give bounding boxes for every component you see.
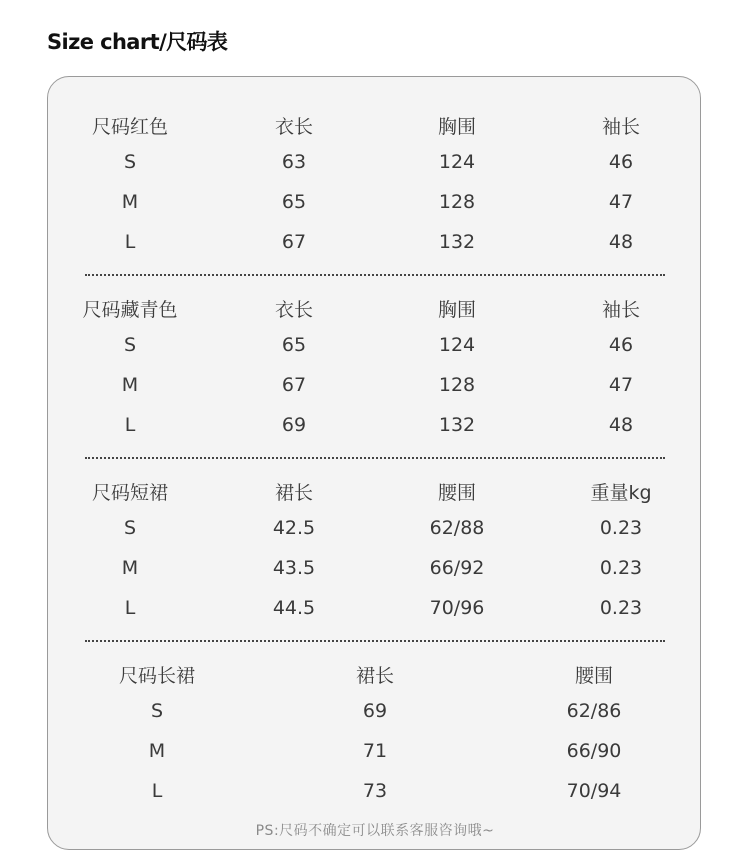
header-waist: 腰围 bbox=[574, 665, 613, 687]
waist-cell: 70/96 bbox=[429, 597, 485, 619]
header-weight: 重量kg bbox=[590, 482, 652, 504]
table-header-row bbox=[48, 114, 702, 140]
table-header-row bbox=[48, 480, 702, 506]
size-cell: M bbox=[121, 374, 139, 396]
sleeve-cell: 47 bbox=[608, 374, 634, 396]
header-length: 衣长 bbox=[274, 299, 313, 321]
header-skirt-length: 裙长 bbox=[274, 482, 313, 504]
header-length: 衣长 bbox=[274, 116, 313, 138]
table-row bbox=[48, 555, 702, 581]
header-chest: 胸围 bbox=[437, 299, 476, 321]
waist-cell: 70/94 bbox=[566, 780, 622, 802]
header-size-short-skirt: 尺码短裙 bbox=[91, 482, 168, 504]
table-header-row bbox=[48, 663, 702, 689]
length-cell: 67 bbox=[281, 231, 307, 253]
skirt-length-cell: 43.5 bbox=[272, 557, 316, 579]
length-cell: 67 bbox=[281, 374, 307, 396]
size-cell: M bbox=[121, 191, 139, 213]
table-row bbox=[48, 189, 702, 215]
size-cell: S bbox=[123, 517, 137, 539]
size-cell: M bbox=[121, 557, 139, 579]
waist-cell: 66/92 bbox=[429, 557, 485, 579]
header-sleeve: 袖长 bbox=[601, 116, 640, 138]
chest-cell: 132 bbox=[438, 231, 476, 253]
header-size-red: 尺码红色 bbox=[91, 116, 168, 138]
section-divider bbox=[85, 457, 665, 459]
header-sleeve: 袖长 bbox=[601, 299, 640, 321]
size-cell: S bbox=[123, 334, 137, 356]
footnote: PS:尺码不确定可以联系客服咨询哦~ bbox=[255, 823, 495, 839]
waist-cell: 62/88 bbox=[429, 517, 485, 539]
section-divider bbox=[85, 640, 665, 642]
size-cell: L bbox=[124, 231, 136, 253]
chest-cell: 128 bbox=[438, 191, 476, 213]
section-divider bbox=[85, 274, 665, 276]
sleeve-cell: 48 bbox=[608, 231, 634, 253]
table-row bbox=[48, 738, 702, 764]
header-waist: 腰围 bbox=[437, 482, 476, 504]
size-cell: L bbox=[151, 780, 163, 802]
table-row bbox=[48, 515, 702, 541]
chest-cell: 132 bbox=[438, 414, 476, 436]
table-row bbox=[48, 229, 702, 255]
skirt-length-cell: 42.5 bbox=[272, 517, 316, 539]
sleeve-cell: 46 bbox=[608, 334, 634, 356]
header-skirt-length: 裙长 bbox=[355, 665, 394, 687]
size-chart-card bbox=[47, 76, 701, 850]
length-cell: 65 bbox=[281, 334, 307, 356]
weight-cell: 0.23 bbox=[599, 597, 643, 619]
table-row bbox=[48, 149, 702, 175]
table-row bbox=[48, 595, 702, 621]
table-row bbox=[48, 332, 702, 358]
skirt-length-cell: 44.5 bbox=[272, 597, 316, 619]
chest-cell: 128 bbox=[438, 374, 476, 396]
length-cell: 65 bbox=[281, 191, 307, 213]
table-row bbox=[48, 778, 702, 804]
header-chest: 胸围 bbox=[437, 116, 476, 138]
size-cell: S bbox=[123, 151, 137, 173]
table-row bbox=[48, 372, 702, 398]
size-cell: L bbox=[124, 414, 136, 436]
skirt-length-cell: 73 bbox=[362, 780, 388, 802]
header-size-long-skirt: 尺码长裙 bbox=[118, 665, 195, 687]
size-cell: M bbox=[148, 740, 166, 762]
table-row bbox=[48, 412, 702, 438]
size-cell: L bbox=[124, 597, 136, 619]
header-size-navy: 尺码藏青色 bbox=[82, 299, 178, 321]
size-cell: S bbox=[150, 700, 164, 722]
skirt-length-cell: 71 bbox=[362, 740, 388, 762]
sleeve-cell: 46 bbox=[608, 151, 634, 173]
chest-cell: 124 bbox=[438, 151, 476, 173]
skirt-length-cell: 69 bbox=[362, 700, 388, 722]
weight-cell: 0.23 bbox=[599, 517, 643, 539]
weight-cell: 0.23 bbox=[599, 557, 643, 579]
length-cell: 63 bbox=[281, 151, 307, 173]
waist-cell: 66/90 bbox=[566, 740, 622, 762]
page-title: Size chart/尺码表 bbox=[47, 30, 228, 54]
sleeve-cell: 48 bbox=[608, 414, 634, 436]
table-row bbox=[48, 698, 702, 724]
waist-cell: 62/86 bbox=[566, 700, 622, 722]
length-cell: 69 bbox=[281, 414, 307, 436]
chest-cell: 124 bbox=[438, 334, 476, 356]
sleeve-cell: 47 bbox=[608, 191, 634, 213]
table-header-row bbox=[48, 297, 702, 323]
